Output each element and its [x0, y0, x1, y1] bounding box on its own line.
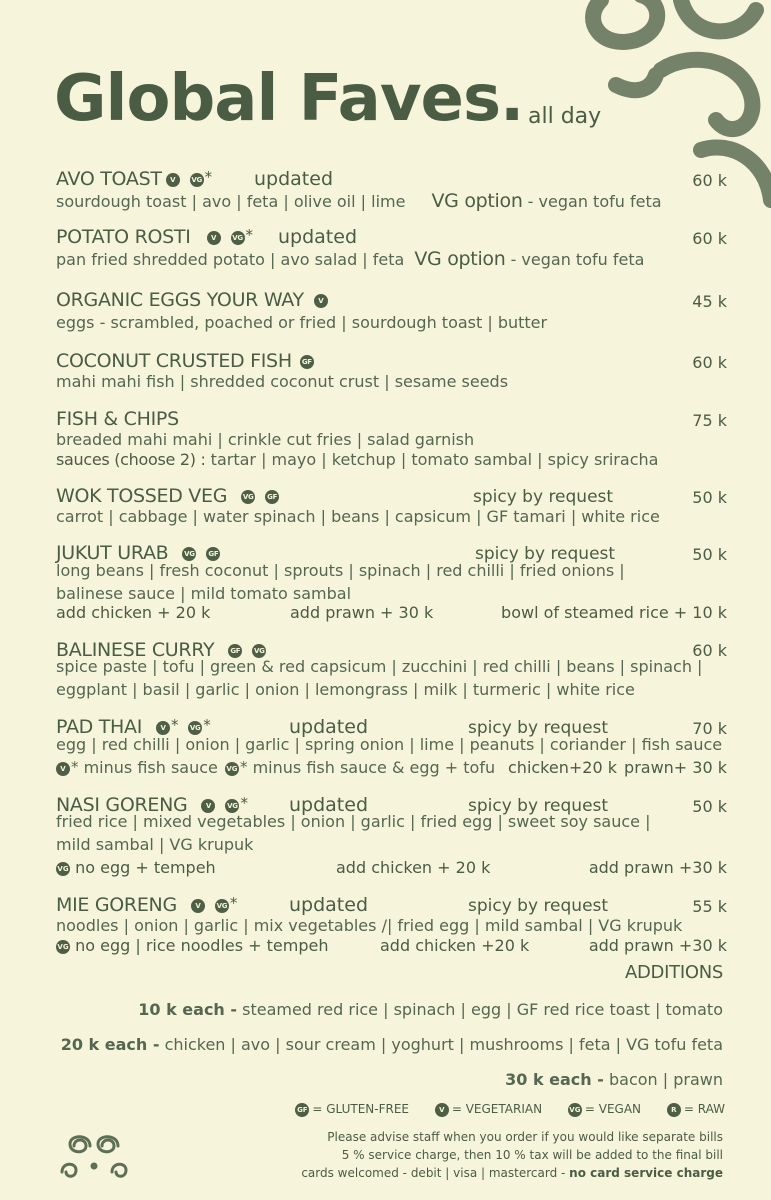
add-on: bowl of steamed rice + 10 k — [501, 603, 727, 622]
sauces-line: sauces (choose 2) : tartar | mayo | ketchup | tomato sambal | spicy sriracha — [56, 450, 659, 469]
price: 60 k — [692, 353, 727, 372]
option-notes: VG no egg + tempeh — [57, 858, 216, 877]
option-notes: V * minus fish sauce VG * minus fish sauce & egg + tofu — [56, 758, 495, 777]
menu-item-name: FISH & CHIPS — [56, 408, 179, 430]
add-on: add chicken + 20 k — [56, 603, 211, 622]
option-text: - vegan tofu feta — [505, 250, 645, 269]
gluten-free-badge-icon: GF — [295, 1103, 309, 1117]
price: 50 k — [692, 797, 727, 816]
footer-note: Please advise staff when you order if you would like separate bills — [327, 1130, 723, 1144]
option-notes: VG no egg | rice noodles + tempeh — [57, 936, 329, 955]
vegan-badge-icon: VG — [241, 490, 255, 504]
menu-item-name: MIE GORENG V VG * — [56, 894, 238, 916]
updated-label: updated — [289, 716, 369, 738]
menu-item-description: eggs - scrambled, poached or fried | sourdough toast | butter — [56, 313, 548, 332]
updated-label: updated — [278, 226, 358, 248]
menu-item-description: spice paste | tofu | green & red capsicum | zucchini | red chilli | beans | spinach | — [56, 657, 703, 676]
spicy-label: spicy by request — [468, 796, 609, 816]
menu-item-description: mild sambal | VG krupuk — [56, 835, 254, 854]
add-on: add chicken + 20 k — [336, 858, 491, 877]
menu-item-description: long beans | fresh coconut | sprouts | spinach | red chilli | fried onions | — [56, 561, 625, 580]
menu-item-name: BALINESE CURRY GF VG — [56, 639, 265, 661]
vegetarian-badge-icon: V — [191, 899, 205, 913]
additions-line: 30 k each - bacon | prawn — [505, 1070, 723, 1089]
price: 70 k — [692, 719, 727, 738]
vegan-badge-icon: VG — [215, 899, 229, 913]
menu-item-name: POTATO ROSTI V VG * — [56, 226, 253, 248]
price: 60 k — [692, 229, 727, 248]
menu-item-description: sourdough toast | avo | feta | olive oil | lime VG option - vegan tofu feta — [56, 190, 662, 212]
swirl-logo-icon — [56, 1132, 140, 1182]
add-on: add prawn + 30 k — [290, 603, 434, 622]
menu-item-description: fried rice | mixed vegetables | onion | garlic | fried egg | sweet soy sauce | — [56, 812, 651, 831]
price: 50 k — [692, 488, 727, 507]
updated-label: updated — [289, 794, 369, 816]
add-on: add chicken +20 k — [380, 936, 530, 955]
menu-item-description: mahi mahi fish | shredded coconut crust | sesame seeds — [56, 372, 509, 391]
menu-item-name: PAD THAI V * VG * — [56, 716, 211, 738]
option-label: VG option — [414, 248, 506, 270]
spicy-label: spicy by request — [468, 896, 609, 916]
vegan-badge-icon: VG — [231, 231, 245, 245]
footer-note: cards welcomed - debit | visa | mastercard - no card service charge — [301, 1166, 723, 1180]
vegetarian-badge-icon: V — [156, 721, 170, 735]
vegan-badge-icon: VG — [568, 1103, 582, 1117]
add-on: add prawn +30 k — [588, 936, 727, 955]
add-on: prawn+ 30 k — [624, 758, 727, 777]
vegan-badge-icon: VG — [182, 547, 196, 561]
option-text: - vegan tofu feta — [522, 192, 662, 211]
gluten-free-badge-icon: GF — [265, 490, 279, 504]
price: 60 k — [692, 641, 727, 660]
footer-note: 5 % service charge, then 10 % tax will be added to the final bill — [341, 1148, 723, 1162]
vegetarian-badge-icon: V — [56, 762, 70, 776]
additions-heading: ADDITIONS — [624, 962, 723, 983]
page-subtitle: all day — [528, 104, 602, 129]
spicy-label: spicy by request — [475, 544, 616, 564]
additions-line: 20 k each - chicken | avo | sour cream | yoghurt | mushrooms | feta | VG tofu feta — [60, 1035, 723, 1054]
price: 75 k — [692, 411, 727, 430]
menu-item-description: egg | red chilli | onion | garlic | spring onion | lime | peanuts | coriander | fish sauce — [56, 735, 723, 754]
price: 45 k — [692, 292, 727, 311]
menu-item-description: eggplant | basil | garlic | onion | lemongrass | milk | turmeric | white rice — [56, 680, 635, 699]
vegan-badge-icon: VG — [190, 173, 204, 187]
vegetarian-badge-icon: V — [201, 799, 215, 813]
vegan-badge-icon: VG — [56, 940, 70, 954]
price: 60 k — [692, 171, 727, 190]
menu-item-name: WOK TOSSED VEG VG GF — [56, 485, 279, 507]
vegan-badge-icon: VG — [225, 762, 239, 776]
menu-item-description: breaded mahi mahi | crinkle cut fries | salad garnish — [56, 430, 475, 449]
updated-label: updated — [254, 168, 334, 190]
menu-item-description: noodles | onion | garlic | mix vegetables /| fried egg | mild sambal | VG krupuk — [56, 916, 683, 935]
menu-item-description: carrot | cabbage | water spinach | beans | capsicum | GF tamari | white rice — [56, 507, 660, 526]
menu-item-name: COCONUT CRUSTED FISH GF — [56, 350, 314, 372]
menu-item-name: AVO TOAST V VG * — [56, 168, 212, 190]
menu-item-name: JUKUT URAB VG GF — [56, 542, 220, 564]
vegan-badge-icon: VG — [188, 721, 202, 735]
spicy-label: spicy by request — [473, 487, 614, 507]
add-on: chicken+20 k — [508, 758, 617, 777]
page-title: Global Faves. — [54, 62, 524, 136]
vegetarian-badge-icon: V — [166, 173, 180, 187]
menu-item-name: NASI GORENG V VG * — [56, 794, 248, 816]
vegan-badge-icon: VG — [252, 644, 266, 658]
gluten-free-badge-icon: GF — [206, 547, 220, 561]
gluten-free-badge-icon: GF — [300, 355, 314, 369]
add-on: add prawn +30 k — [588, 858, 727, 877]
price: 55 k — [692, 897, 727, 916]
menu-item-description: pan fried shredded potato | avo salad | feta VG option - vegan tofu feta — [56, 248, 645, 270]
additions-line: 10 k each - steamed red rice | spinach | egg | GF red rice toast | tomato — [138, 1000, 723, 1019]
dietary-legend: GF = GLUTEN-FREE V = VEGETARIAN VG = VEGAN R = RAW — [297, 1102, 725, 1116]
vegetarian-badge-icon: V — [314, 294, 328, 308]
menu-item-name: ORGANIC EGGS YOUR WAY V — [56, 289, 328, 311]
vegan-badge-icon: VG — [225, 799, 239, 813]
spicy-label: spicy by request — [468, 718, 609, 738]
price: 50 k — [692, 545, 727, 564]
gluten-free-badge-icon: GF — [228, 644, 242, 658]
raw-badge-icon: R — [667, 1103, 681, 1117]
vegan-badge-icon: VG — [56, 862, 70, 876]
menu-item-description: balinese sauce | mild tomato sambal — [56, 584, 352, 603]
updated-label: updated — [289, 894, 369, 916]
vegetarian-badge-icon: V — [207, 231, 221, 245]
option-label: VG option — [431, 190, 523, 212]
vegetarian-badge-icon: V — [435, 1103, 449, 1117]
